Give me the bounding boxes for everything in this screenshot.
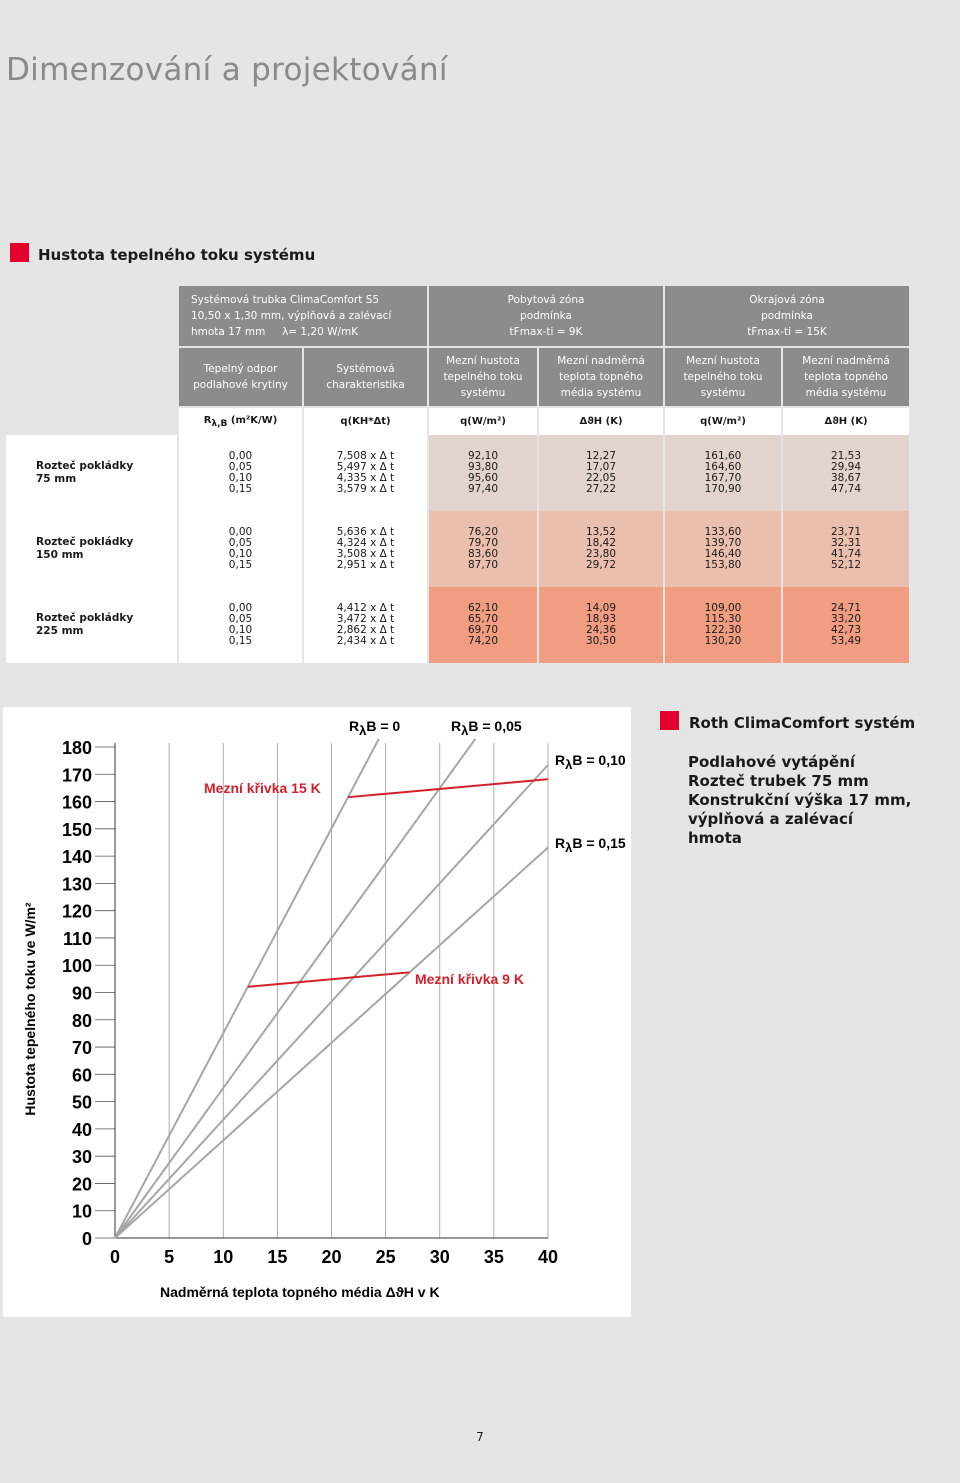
x-tick-label: 5: [164, 1247, 175, 1267]
x-tick-label: 30: [429, 1247, 450, 1267]
dt15-cell: 24,71 33,20 42,73 53,49: [782, 587, 910, 663]
unit-dt9: ΔϑH (K): [538, 407, 664, 435]
col-header-resistance: Tepelný odpor podlahové krytiny: [178, 347, 303, 407]
limit-curve-label: Mezní křivka 15 K: [204, 780, 321, 796]
col-header-dt9: Mezní nadměrná teplota topného média systému: [538, 347, 664, 407]
table-row: [6, 511, 910, 587]
unit-q9: q(W/m²): [428, 407, 538, 435]
col-header-q9: Mezní hustota tepelného toku systému: [428, 347, 538, 407]
y-tick-label: 130: [61, 874, 92, 895]
y-tick-label: 120: [61, 901, 92, 922]
heat-flux-chart: [3, 707, 631, 1317]
chart-panel: [3, 707, 631, 1317]
page-title: Dimenzování a projektování: [6, 52, 448, 88]
reference-line: [115, 739, 379, 1238]
y-tick-label: 30: [71, 1147, 92, 1168]
characteristic-cell: 5,636 x Δ t 4,324 x Δ t 3,508 x Δ t 2,951 x Δ t: [303, 511, 428, 587]
legend-title: Roth ClimaComfort systém: [689, 714, 916, 732]
row-label: Rozteč pokládky 75 mm: [6, 435, 178, 511]
section-heading: [10, 241, 315, 264]
x-tick-label: 20: [321, 1247, 342, 1267]
limit-curve-label: Mezní křivka 9 K: [415, 971, 524, 987]
col-header-dt15: Mezní nadměrná teplota topného média systému: [782, 347, 910, 407]
y-tick-label: 80: [71, 1010, 92, 1031]
series-label: RλB = 0,05: [451, 718, 522, 738]
resistance-cell: 0,00 0,05 0,10 0,15: [178, 435, 303, 511]
heat-flux-table: [6, 286, 911, 663]
unit-resistance: $R_{\lambda,B}$ (m²K/W): [178, 407, 303, 435]
y-tick-label: 0: [81, 1229, 92, 1249]
legend-description: Podlahové vytápění Rozteč trubek 75 mm Konstrukční výška 17 mm, výplňová a zalévací hmota: [688, 753, 912, 847]
x-tick-label: 25: [375, 1247, 396, 1267]
legend-red-square-icon: [660, 711, 679, 730]
x-tick-label: 0: [109, 1247, 121, 1267]
section-title: Hustota tepelného toku systému: [38, 246, 316, 264]
y-tick-label: 100: [61, 956, 92, 977]
y-tick-label: 40: [71, 1119, 92, 1140]
q9-cell: 92,10 93,80 95,60 97,40: [428, 435, 538, 511]
dt9-cell: 13,52 18,42 23,80 29,72: [538, 511, 664, 587]
series-label: RλB = 0: [349, 718, 401, 738]
unit-q15: q(W/m²): [664, 407, 782, 435]
characteristic-cell: 7,508 x Δ t 5,497 x Δ t 4,335 x Δ t 3,579 x Δ t: [303, 435, 428, 511]
row-label: Rozteč pokládky 150 mm: [6, 511, 178, 587]
y-tick-label: 170: [61, 765, 92, 786]
unit-characteristic: q(KH*Δt): [303, 407, 428, 435]
x-tick-label: 15: [267, 1247, 288, 1267]
x-tick-label: 10: [213, 1247, 234, 1267]
unit-dt15: ΔϑH (K): [782, 407, 910, 435]
dt9-cell: 14,09 18,93 24,36 30,50: [538, 587, 664, 663]
limit-curve: [348, 779, 548, 797]
resistance-cell: 0,00 0,05 0,10 0,15: [178, 587, 303, 663]
row-label: Rozteč pokládky 225 mm: [6, 587, 178, 663]
characteristic-cell: 4,412 x Δ t 3,472 x Δ t 2,862 x Δ t 2,434 x Δ t: [303, 587, 428, 663]
y-tick-label: 140: [61, 847, 92, 868]
table-row: [6, 587, 910, 663]
red-square-icon: [10, 243, 29, 262]
table-row: [6, 435, 910, 511]
col-header-characteristic: Systémová charakteristika: [303, 347, 428, 407]
zone-9k-header: Pobytová zóna podmínka tFmax-ti = 9K: [428, 286, 664, 347]
y-tick-label: 150: [61, 819, 92, 840]
q9-cell: 62,10 65,70 69,70 74,20: [428, 587, 538, 663]
col-header-q15: Mezní hustota tepelného toku systému: [664, 347, 782, 407]
dt9-cell: 12,27 17,07 22,05 27,22: [538, 435, 664, 511]
x-axis-title: Nadměrná teplota topného média ΔϑH v K: [160, 1284, 440, 1300]
dt15-cell: 21,53 29,94 38,67 47,74: [782, 435, 910, 511]
series-label: RλB = 0,10: [555, 752, 626, 772]
table-corner: [6, 286, 178, 347]
resistance-cell: 0,00 0,05 0,10 0,15: [178, 511, 303, 587]
y-tick-label: 60: [71, 1065, 92, 1086]
y-tick-label: 110: [62, 928, 92, 949]
zone-15k-header: Okrajová zóna podmínka tFmax-ti = 15K: [664, 286, 910, 347]
series-label: RλB = 0,15: [555, 835, 626, 855]
y-tick-label: 70: [71, 1038, 92, 1059]
x-tick-label: 35: [483, 1247, 504, 1267]
y-axis-title: Hustota tepelného toku ve W/m²: [22, 902, 38, 1116]
system-description: Systémová trubka ClimaComfort S5 10,50 x 1,30 mm, výplňová a zalévací hmota 17 mm λ= 1,20 W/mK: [178, 286, 428, 347]
q15-cell: 109,00 115,30 122,30 130,20: [664, 587, 782, 663]
dt15-cell: 23,71 32,31 41,74 52,12: [782, 511, 910, 587]
q15-cell: 133,60 139,70 146,40 153,80: [664, 511, 782, 587]
y-tick-label: 50: [71, 1092, 92, 1113]
q9-cell: 76,20 79,70 83,60 87,70: [428, 511, 538, 587]
y-tick-label: 10: [71, 1201, 92, 1222]
q15-cell: 161,60 164,60 167,70 170,90: [664, 435, 782, 511]
x-tick-label: 40: [537, 1247, 559, 1267]
y-tick-label: 160: [61, 792, 92, 813]
y-tick-label: 90: [71, 983, 92, 1004]
y-tick-label: 180: [61, 738, 92, 758]
y-tick-label: 20: [71, 1174, 92, 1195]
page-number: 7: [476, 1430, 484, 1444]
